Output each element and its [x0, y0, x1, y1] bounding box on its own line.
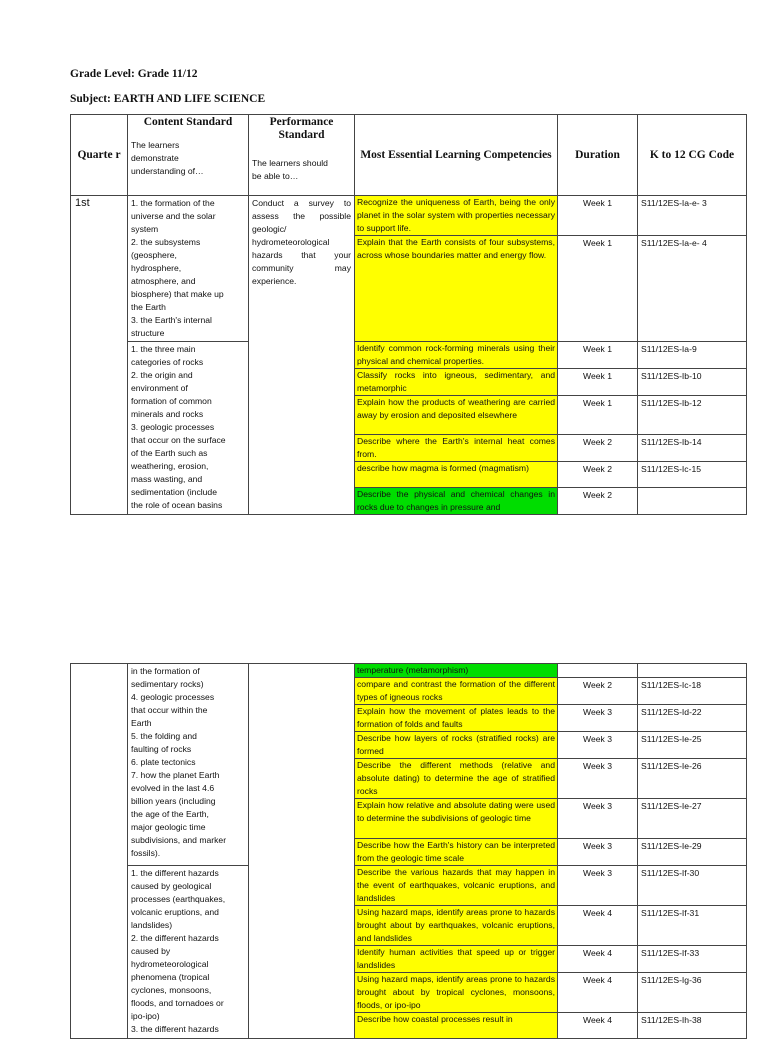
code-cell: S11/12ES-Ia-e- 3: [638, 196, 747, 236]
competency-cell-green: temperature (metamorphism): [355, 664, 558, 678]
cs-sub-line: The learners: [131, 140, 180, 150]
curriculum-table-page1: [70, 114, 747, 515]
content-line: weathering, erosion,: [131, 461, 209, 471]
duration-cell: Week 1: [558, 236, 638, 342]
cs-sub-line: demonstrate: [131, 153, 179, 163]
code-cell: S11/12ES-Ie-29: [638, 839, 747, 866]
duration-cell: Week 2: [558, 678, 638, 705]
content-line: 2. the origin and: [131, 370, 193, 380]
grade-level: Grade Level: Grade 11/12: [70, 68, 198, 80]
code-cell: S11/12ES-Ib-12: [638, 396, 747, 435]
code-cell: S11/12ES-Ih-38: [638, 1013, 747, 1039]
content-standard-cell: [128, 196, 249, 342]
content-line: sedimentation (include: [131, 487, 217, 497]
content-line: 3. the Earth's internal: [131, 315, 212, 325]
content-line: 1. the formation of the: [131, 198, 215, 208]
competency-cell: Describe the various hazards that may happen in the event of earthquakes, volcanic eruptions, and landslides: [355, 866, 558, 906]
content-line: hydrosphere,: [131, 263, 182, 273]
content-line: system: [131, 224, 159, 234]
competency-cell: Explain how relative and absolute dating were used to determine the subdivisions of geologic time: [355, 799, 558, 839]
code-cell: S11/12ES-Ib-10: [638, 369, 747, 396]
col-content-standard: [128, 115, 249, 196]
content-line: 1. the different hazards: [131, 868, 219, 878]
content-standard-cell: [128, 342, 249, 515]
col-performance-standard-sub: [252, 157, 351, 183]
competency-cell: Using hazard maps, identify areas prone to hazards brought about by tropical cyclones, monsoons, floods, or ipo-ipo: [355, 973, 558, 1013]
performance-standard-cell: Conduct a survey to assess the possible geologic/ hydrometeorological hazards that your community may experience.: [249, 196, 355, 515]
competency-cell: Describe how layers of rocks (stratified rocks) are formed: [355, 732, 558, 759]
content-line: structure: [131, 328, 165, 338]
content-line: hydrometeorological: [131, 959, 209, 969]
content-line: evolved in the last 4.6: [131, 783, 215, 793]
code-cell: S11/12ES-Ie-25: [638, 732, 747, 759]
code-cell: S11/12ES-Id-22: [638, 705, 747, 732]
code-cell: S11/12ES-If-31: [638, 906, 747, 946]
content-line: in the formation of: [131, 666, 200, 676]
content-line: volcanic eruptions, and: [131, 907, 219, 917]
duration-cell: Week 3: [558, 866, 638, 906]
content-line: major geologic time: [131, 822, 206, 832]
duration-cell: Week 2: [558, 488, 638, 515]
competency-cell: Identify human activities that speed up or trigger landslides: [355, 946, 558, 973]
code-cell: S11/12ES-Ic-18: [638, 678, 747, 705]
duration-cell: Week 3: [558, 705, 638, 732]
competency-cell: Describe where the Earth's internal heat comes from.: [355, 435, 558, 462]
quarter-cell: 1st: [71, 196, 128, 515]
content-line: caused by: [131, 946, 171, 956]
content-line: processes (earthquakes,: [131, 894, 226, 904]
code-cell: S11/12ES-Ib-14: [638, 435, 747, 462]
code-cell: S11/12ES-Ia-9: [638, 342, 747, 369]
code-cell: S11/12ES-Ie-26: [638, 759, 747, 799]
duration-cell: Week 3: [558, 839, 638, 866]
duration-cell: Week 1: [558, 196, 638, 236]
content-line: biosphere) that make up: [131, 289, 224, 299]
content-line: of the Earth such as: [131, 448, 208, 458]
content-line: fossils).: [131, 848, 161, 858]
code-cell: [638, 488, 747, 515]
competency-cell: Using hazard maps, identify areas prone to hazards brought about by earthquakes, volcanic eruptions, and landslides: [355, 906, 558, 946]
ps-sub-line: be able to…: [252, 171, 299, 181]
code-cell: S11/12ES-If-33: [638, 946, 747, 973]
content-line: the Earth: [131, 302, 166, 312]
duration-cell: Week 2: [558, 435, 638, 462]
duration-cell: Week 4: [558, 973, 638, 1013]
duration-cell: Week 4: [558, 946, 638, 973]
content-line: 2. the different hazards: [131, 933, 219, 943]
code-cell: S11/12ES-Ie-27: [638, 799, 747, 839]
col-content-standard-sub: [131, 139, 245, 178]
content-line: 3. geologic processes: [131, 422, 215, 432]
content-line: faulting of rocks: [131, 744, 192, 754]
content-line: categories of rocks: [131, 357, 204, 367]
subject-title: Subject: EARTH AND LIFE SCIENCE: [70, 93, 266, 105]
competency-cell: compare and contrast the formation of the different types of igneous rocks: [355, 678, 558, 705]
content-line: the age of the Earth,: [131, 809, 209, 819]
content-line: 4. geologic processes: [131, 692, 215, 702]
col-performance-standard: [249, 115, 355, 196]
content-standard-cell: [128, 664, 249, 866]
code-cell: S11/12ES-Ig-36: [638, 973, 747, 1013]
content-line: 2. the subsystems: [131, 237, 201, 247]
content-line: minerals and rocks: [131, 409, 204, 419]
col-quarter: Quarte r: [71, 115, 128, 196]
col-content-standard-title: Content Standard: [143, 116, 233, 128]
cs-sub-line: understanding of…: [131, 166, 204, 176]
content-line: floods, and tornadoes or: [131, 998, 224, 1008]
duration-cell: Week 4: [558, 1013, 638, 1039]
content-line: 5. the folding and: [131, 731, 197, 741]
col-duration: Duration: [558, 115, 638, 196]
content-line: ipo-ipo): [131, 1011, 160, 1021]
content-line: universe and the solar: [131, 211, 216, 221]
col-code: K to 12 CG Code: [638, 115, 747, 196]
col-competencies: Most Essential Learning Competencies: [355, 115, 558, 196]
competency-cell: Describe how the Earth's history can be interpreted from the geologic time scale: [355, 839, 558, 866]
content-line: Earth: [131, 718, 152, 728]
competency-cell: Recognize the uniqueness of Earth, being the only planet in the solar system with properties necessary to support life.: [355, 196, 558, 236]
duration-cell: Week 3: [558, 732, 638, 759]
content-line: sedimentary rocks): [131, 679, 204, 689]
quarter-cell-empty: [71, 664, 128, 1039]
competency-cell: Classify rocks into igneous, sedimentary, and metamorphic: [355, 369, 558, 396]
duration-cell: Week 3: [558, 759, 638, 799]
content-line: billion years (including: [131, 796, 216, 806]
content-line: 1. the three main: [131, 344, 196, 354]
competency-cell: Explain how the movement of plates leads to the formation of folds and faults: [355, 705, 558, 732]
performance-standard-cell-empty: [249, 664, 355, 1039]
competency-cell: Describe the different methods (relative and absolute dating) to determine the age of stratified rocks: [355, 759, 558, 799]
ps-sub-line: The learners should: [252, 158, 328, 168]
content-line: the role of ocean basins: [131, 500, 223, 510]
competency-cell: Explain how the products of weathering are carried away by erosion and deposited elsewhere: [355, 396, 558, 435]
duration-cell: Week 1: [558, 342, 638, 369]
content-line: (geosphere,: [131, 250, 177, 260]
content-line: that occur within the: [131, 705, 208, 715]
code-cell: S11/12ES-Ic-15: [638, 462, 747, 488]
code-cell: S11/12ES-If-30: [638, 866, 747, 906]
duration-cell: [558, 664, 638, 678]
duration-cell: Week 1: [558, 369, 638, 396]
content-line: 7. how the planet Earth: [131, 770, 220, 780]
competency-cell: Explain that the Earth consists of four subsystems, across whose boundaries matter and energy flow.: [355, 236, 558, 342]
code-cell: S11/12ES-Ia-e- 4: [638, 236, 747, 342]
duration-cell: Week 4: [558, 906, 638, 946]
competency-cell: describe how magma is formed (magmatism): [355, 462, 558, 488]
content-line: formation of common: [131, 396, 212, 406]
content-standard-cell: [128, 866, 249, 1039]
content-line: 3. the different hazards: [131, 1024, 219, 1034]
content-line: caused by geological: [131, 881, 212, 891]
content-line: landslides): [131, 920, 173, 930]
content-line: subdivisions, and marker: [131, 835, 227, 845]
duration-cell: Week 2: [558, 462, 638, 488]
content-line: environment of: [131, 383, 188, 393]
competency-cell: Identify common rock-forming minerals using their physical and chemical properties.: [355, 342, 558, 369]
content-line: mass wasting, and: [131, 474, 203, 484]
code-cell: [638, 664, 747, 678]
curriculum-table-page2: [70, 663, 747, 1039]
duration-cell: Week 3: [558, 799, 638, 839]
duration-cell: Week 1: [558, 396, 638, 435]
content-line: that occur on the surface: [131, 435, 226, 445]
content-line: cyclones, monsoons,: [131, 985, 212, 995]
col-performance-standard-title: Performance Standard: [269, 116, 334, 141]
content-line: 6. plate tectonics: [131, 757, 196, 767]
content-line: atmosphere, and: [131, 276, 196, 286]
competency-cell-green: Describe the physical and chemical changes in rocks due to changes in pressure and: [355, 488, 558, 515]
content-line: phenomena (tropical: [131, 972, 210, 982]
competency-cell: Describe how coastal processes result in: [355, 1013, 558, 1039]
